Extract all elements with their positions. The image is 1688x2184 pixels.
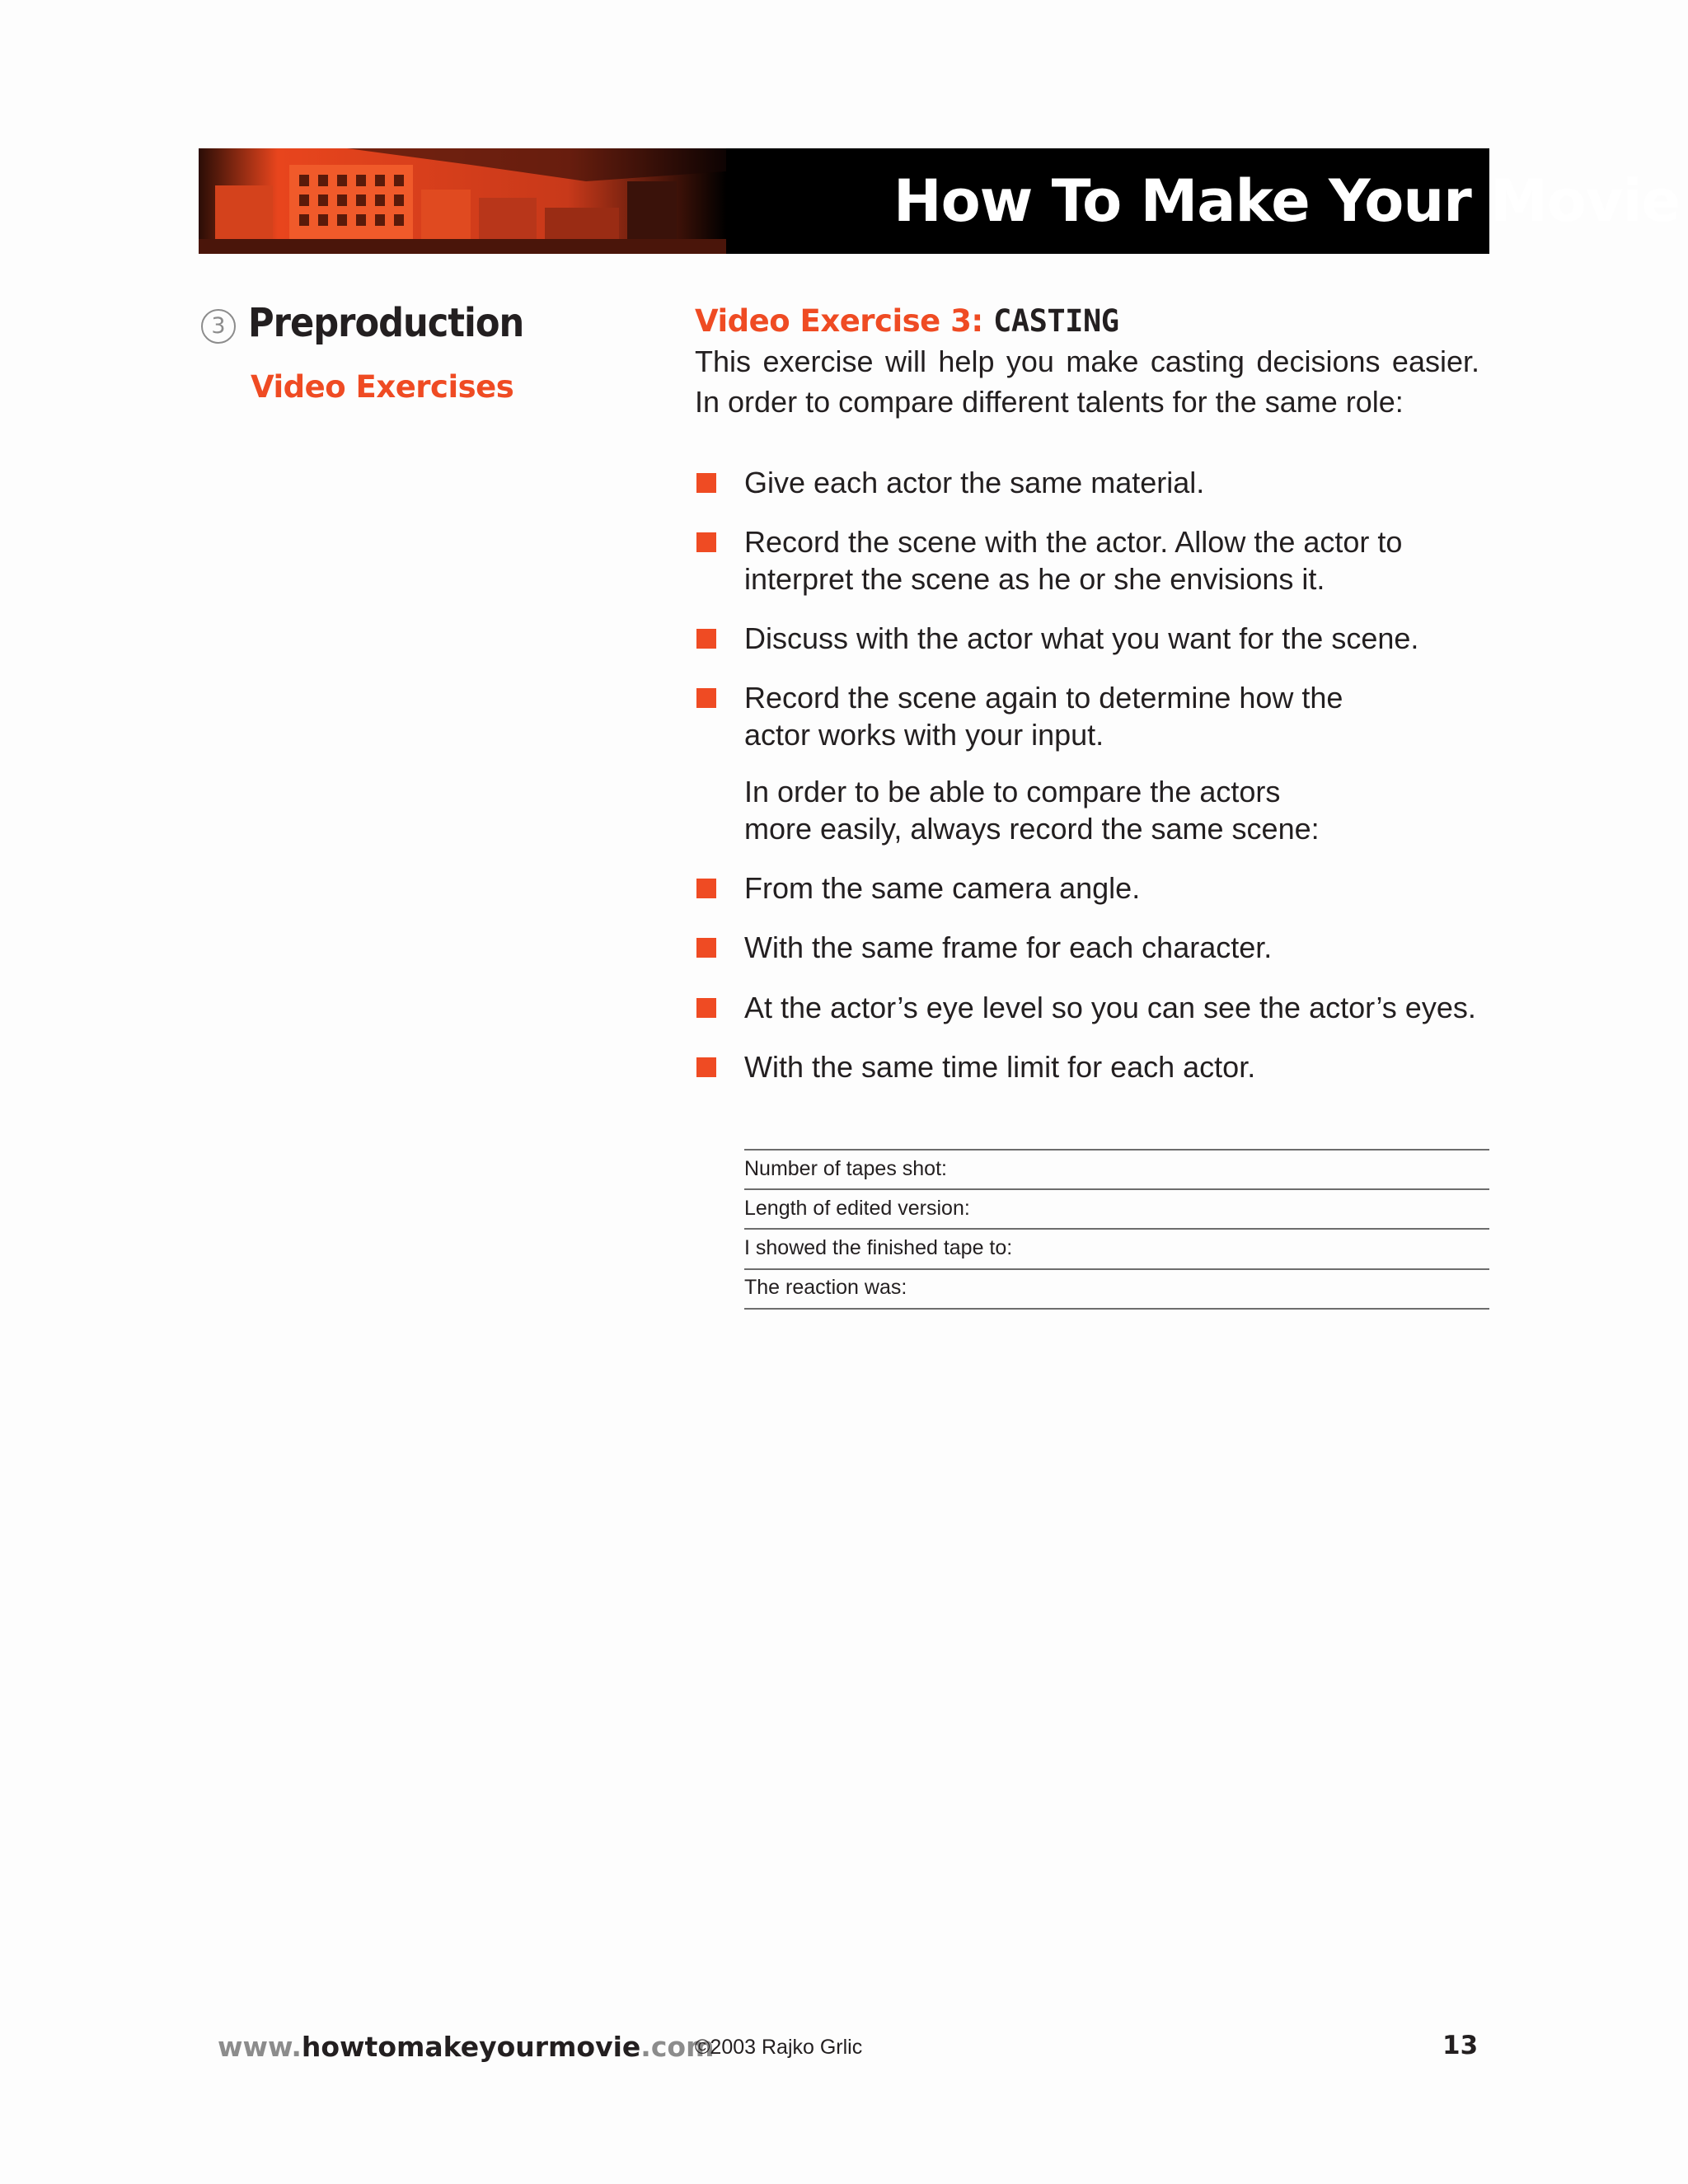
bullet-marker-icon bbox=[696, 532, 716, 552]
form-rule bbox=[744, 1149, 1489, 1151]
form-rule bbox=[744, 1228, 1489, 1230]
city-photo-icon bbox=[199, 148, 726, 254]
list-item: Record the scene again to determine how the actor works with your input. bbox=[744, 681, 1343, 752]
bullet-marker-icon bbox=[696, 473, 716, 493]
bullet-marker-icon bbox=[696, 629, 716, 649]
list-item: With the same time limit for each actor. bbox=[744, 1050, 1256, 1084]
list-item: With the same frame for each character. bbox=[744, 930, 1273, 964]
bullet-marker-icon bbox=[696, 1057, 716, 1077]
list-item: At the actor’s eye level so you can see the actor’s eyes. bbox=[744, 991, 1476, 1024]
bullet-marker-icon bbox=[696, 879, 716, 898]
bullet-marker-icon bbox=[696, 688, 716, 708]
exercise-intro: This exercise will help you make casting decisions easier. In order to compare different talents for the same role: bbox=[695, 344, 1479, 419]
field-showed-to: I showed the finished tape to: bbox=[744, 1236, 1013, 1259]
form-rule bbox=[744, 1188, 1489, 1190]
section-title: Preproduction bbox=[248, 300, 524, 346]
section-subtitle: Video Exercises bbox=[251, 369, 514, 405]
header-banner bbox=[199, 148, 1680, 254]
exercise-title: CASTING bbox=[993, 303, 1119, 339]
form-rule bbox=[744, 1268, 1489, 1270]
banner-title: How To Make Your Movie bbox=[893, 167, 1680, 235]
bullet-marker-icon bbox=[696, 938, 716, 958]
url-prefix: www. bbox=[218, 2031, 302, 2063]
list-item: Record the scene with the actor. Allow the actor to interpret the scene as he or she envisions it. bbox=[744, 525, 1403, 596]
footer-url[interactable] bbox=[218, 2031, 714, 2063]
section-number-badge: 3 bbox=[201, 309, 236, 344]
list-item: Give each actor the same material. bbox=[744, 466, 1205, 499]
field-edited-length: Length of edited version: bbox=[744, 1197, 970, 1220]
exercise-label: Video Exercise 3: bbox=[695, 303, 983, 339]
exercise-heading bbox=[695, 303, 1119, 339]
copyright: ©2003 Rajko Grlic bbox=[695, 2036, 863, 2059]
bullet-marker-icon bbox=[696, 998, 716, 1018]
list-item: From the same camera angle. bbox=[744, 871, 1141, 905]
page-number: 13 bbox=[1442, 2031, 1479, 2060]
list-item: Discuss with the actor what you want for the scene. bbox=[744, 621, 1419, 655]
url-domain: howtomakeyourmovie bbox=[301, 2031, 641, 2063]
field-reaction: The reaction was: bbox=[744, 1276, 907, 1299]
list-note: In order to be able to compare the actors more easily, always record the same scene: bbox=[744, 775, 1320, 846]
field-tapes-shot: Number of tapes shot: bbox=[744, 1157, 947, 1180]
form-rule bbox=[744, 1308, 1489, 1310]
url-suffix: .com bbox=[640, 2031, 715, 2063]
